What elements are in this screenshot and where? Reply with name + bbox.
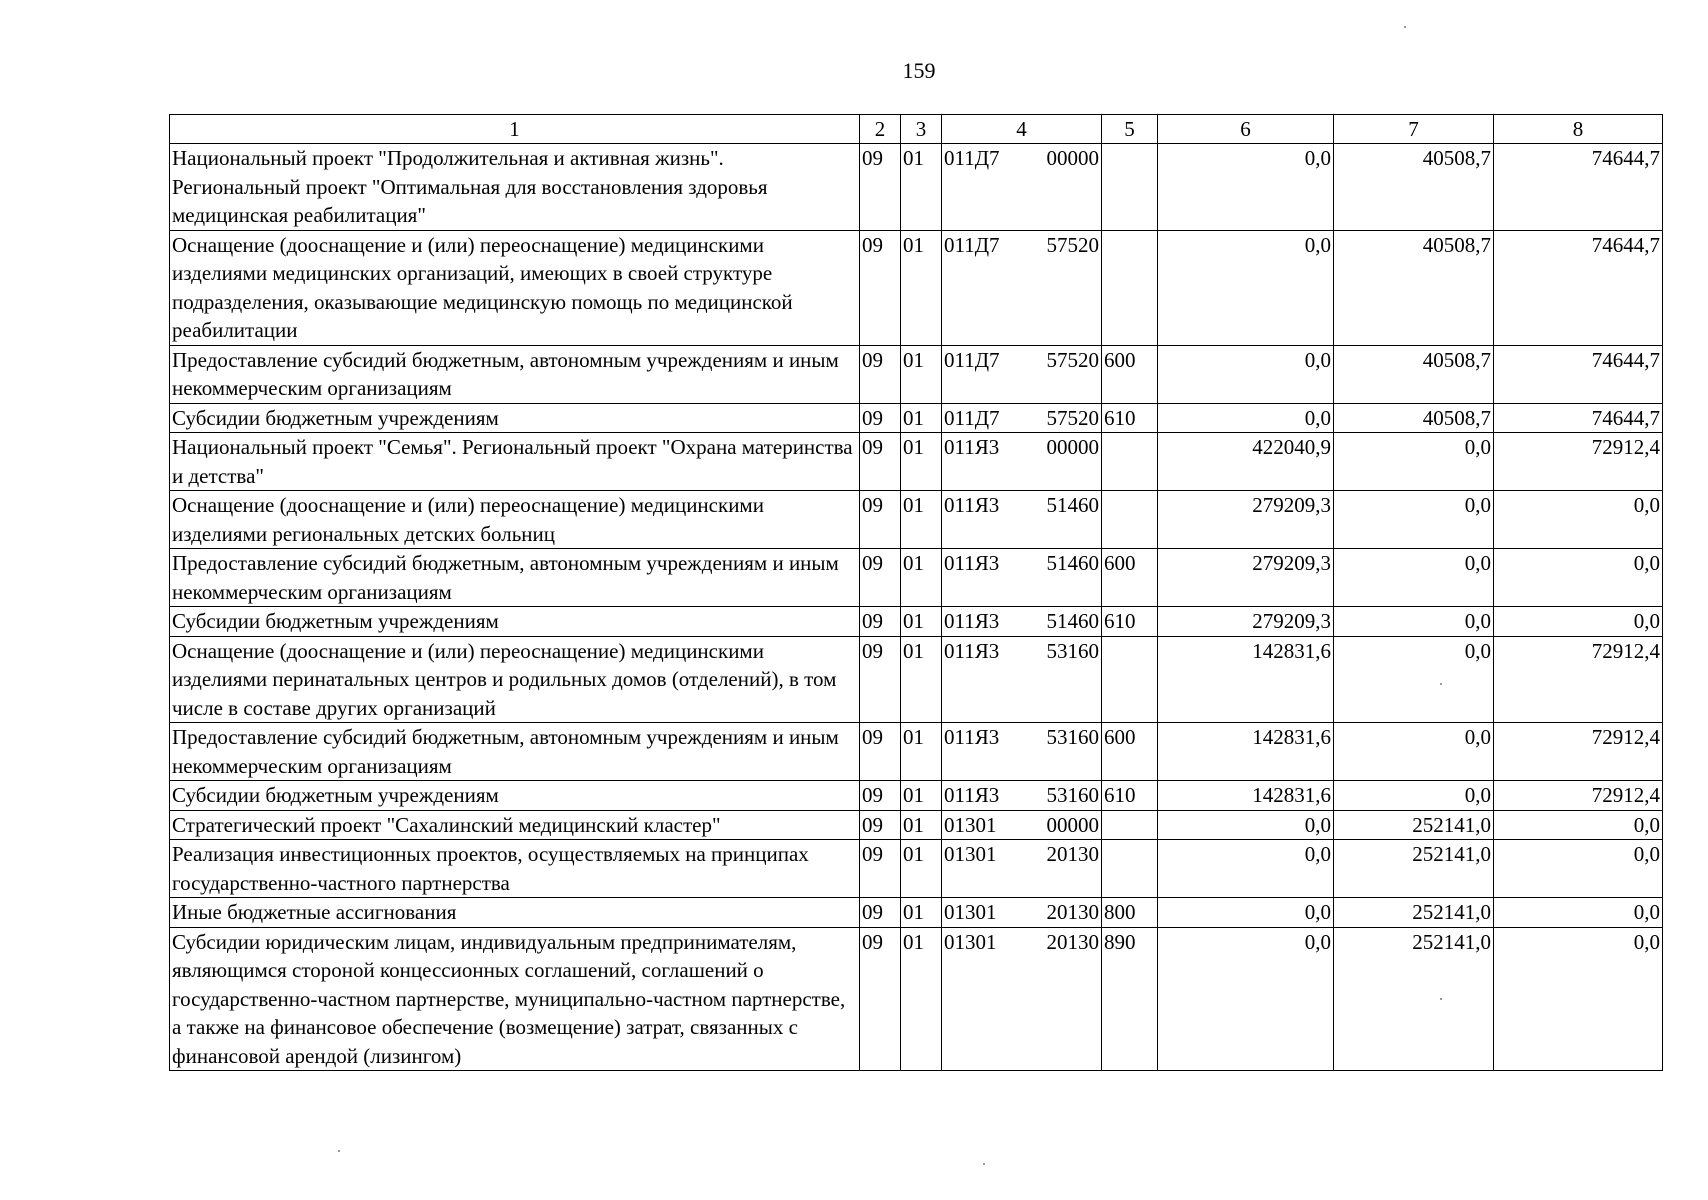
amount-col-6: 0,0 <box>1158 403 1334 433</box>
table-row <box>170 840 1663 898</box>
table-row <box>170 433 1663 491</box>
column-header: 1 <box>170 115 860 144</box>
subsection-code: 01 <box>901 230 942 345</box>
subsection-code: 01 <box>901 781 942 811</box>
section-code: 09 <box>860 636 901 723</box>
amount-col-7: 252141,0 <box>1334 810 1494 840</box>
amount-col-7: 0,0 <box>1334 636 1494 723</box>
direction-code: 57520 <box>1046 232 1099 257</box>
table-row <box>170 549 1663 607</box>
amount-col-8: 0,0 <box>1494 898 1663 928</box>
section-code: 09 <box>860 144 901 231</box>
target-article-code <box>942 230 1102 345</box>
table-header-row <box>170 115 1663 144</box>
row-name: Предоставление субсидий бюджетным, автономным учреждениям и иным некоммерческим организациям <box>170 549 860 607</box>
expense-type-code <box>1102 491 1158 549</box>
row-name: Субсидии бюджетным учреждениям <box>170 607 860 637</box>
row-name: Национальный проект "Продолжительная и активная жизнь". Региональный проект "Оптимальная для восстановления здоровья медицинская реабилитация" <box>170 144 860 231</box>
program-code: 011Я3 <box>944 551 1000 575</box>
target-article-code <box>942 549 1102 607</box>
subsection-code: 01 <box>901 723 942 781</box>
amount-col-6: 0,0 <box>1158 230 1334 345</box>
amount-col-6: 0,0 <box>1158 810 1334 840</box>
direction-code: 57520 <box>1046 405 1099 430</box>
amount-col-8: 74644,7 <box>1494 230 1663 345</box>
section-code: 09 <box>860 607 901 637</box>
table-row <box>170 230 1663 345</box>
amount-col-6: 0,0 <box>1158 840 1334 898</box>
expense-type-code: 610 <box>1102 607 1158 637</box>
table-row <box>170 636 1663 723</box>
target-article-code <box>942 927 1102 1071</box>
target-article-code <box>942 898 1102 928</box>
target-article-code <box>942 491 1102 549</box>
section-code: 09 <box>860 723 901 781</box>
column-header: 7 <box>1334 115 1494 144</box>
program-code: 011Д7 <box>944 146 1000 170</box>
table-row <box>170 345 1663 403</box>
section-code: 09 <box>860 403 901 433</box>
subsection-code: 01 <box>901 144 942 231</box>
row-name: Иные бюджетные ассигнования <box>170 898 860 928</box>
direction-code: 20130 <box>1046 842 1099 866</box>
section-code: 09 <box>860 549 901 607</box>
program-code: 011Я3 <box>944 493 1000 517</box>
row-name: Предоставление субсидий бюджетным, автономным учреждениям и иным некоммерческим организациям <box>170 723 860 781</box>
subsection-code: 01 <box>901 403 942 433</box>
row-name: Субсидии юридическим лицам, индивидуальным предпринимателям, являющимся стороной концессионных соглашений, соглашений о государственно-частном партнерстве, муниципально-частном партнерстве, а также на финансовое обеспечение (возмещение) затрат, связанных с финансовой арендой (лизингом) <box>170 927 860 1071</box>
amount-col-7: 40508,7 <box>1334 403 1494 433</box>
section-code: 09 <box>860 491 901 549</box>
table-row <box>170 607 1663 637</box>
amount-col-7: 0,0 <box>1334 607 1494 637</box>
expense-type-code <box>1102 636 1158 723</box>
row-name: Субсидии бюджетным учреждениям <box>170 781 860 811</box>
amount-col-8: 72912,4 <box>1494 433 1663 491</box>
expense-type-code <box>1102 840 1158 898</box>
subsection-code: 01 <box>901 927 942 1071</box>
expense-type-code: 610 <box>1102 781 1158 811</box>
program-code: 011Я3 <box>944 725 1000 749</box>
target-article-code <box>942 840 1102 898</box>
amount-col-7: 40508,7 <box>1334 230 1494 345</box>
direction-code: 00000 <box>1046 146 1099 170</box>
expense-type-code: 600 <box>1102 345 1158 403</box>
target-article-code <box>942 403 1102 433</box>
direction-code: 00000 <box>1046 812 1099 837</box>
table-row <box>170 898 1663 928</box>
direction-code: 20130 <box>1046 929 1099 954</box>
expense-type-code <box>1102 810 1158 840</box>
amount-col-6: 279209,3 <box>1158 491 1334 549</box>
row-name: Оснащение (дооснащение и (или) переоснащение) медицинскими изделиями медицинских организаций, имеющих в своей структуре подразделения, оказывающие медицинскую помощь по медицинской реабилитации <box>170 230 860 345</box>
table-row <box>170 927 1663 1071</box>
section-code: 09 <box>860 433 901 491</box>
amount-col-8: 72912,4 <box>1494 781 1663 811</box>
amount-col-7: 40508,7 <box>1334 345 1494 403</box>
expense-type-code <box>1102 144 1158 231</box>
subsection-code: 01 <box>901 840 942 898</box>
subsection-code: 01 <box>901 345 942 403</box>
program-code: 011Я3 <box>944 435 1000 459</box>
expense-type-code <box>1102 230 1158 345</box>
program-code: 011Я3 <box>944 609 1000 633</box>
direction-code: 51460 <box>1046 609 1099 633</box>
table-row <box>170 781 1663 811</box>
direction-code: 57520 <box>1046 347 1099 372</box>
column-header: 5 <box>1102 115 1158 144</box>
table-row <box>170 810 1663 840</box>
row-name: Оснащение (дооснащение и (или) переоснащение) медицинскими изделиями региональных детских больниц <box>170 491 860 549</box>
scan-speck <box>983 1163 985 1165</box>
program-code: 01301 <box>944 812 997 837</box>
column-header: 4 <box>942 115 1102 144</box>
amount-col-8: 0,0 <box>1494 810 1663 840</box>
amount-col-6: 0,0 <box>1158 927 1334 1071</box>
direction-code: 51460 <box>1046 493 1099 517</box>
program-code: 011Я3 <box>944 638 1000 663</box>
expense-type-code: 800 <box>1102 898 1158 928</box>
section-code: 09 <box>860 840 901 898</box>
program-code: 01301 <box>944 842 997 866</box>
amount-col-8: 0,0 <box>1494 607 1663 637</box>
program-code: 01301 <box>944 900 997 924</box>
amount-col-7: 0,0 <box>1334 723 1494 781</box>
amount-col-6: 279209,3 <box>1158 549 1334 607</box>
subsection-code: 01 <box>901 607 942 637</box>
amount-col-6: 422040,9 <box>1158 433 1334 491</box>
expense-type-code <box>1102 433 1158 491</box>
table-row <box>170 144 1663 231</box>
amount-col-6: 0,0 <box>1158 898 1334 928</box>
table-row <box>170 491 1663 549</box>
scan-speck <box>338 1150 340 1152</box>
target-article-code <box>942 810 1102 840</box>
section-code: 09 <box>860 810 901 840</box>
direction-code: 53160 <box>1046 725 1099 749</box>
direction-code: 51460 <box>1046 551 1099 575</box>
table-body <box>170 144 1663 1071</box>
amount-col-6: 142831,6 <box>1158 636 1334 723</box>
amount-col-7: 252141,0 <box>1334 840 1494 898</box>
target-article-code <box>942 781 1102 811</box>
amount-col-7: 0,0 <box>1334 549 1494 607</box>
amount-col-8: 0,0 <box>1494 549 1663 607</box>
budget-table <box>169 114 1663 1071</box>
amount-col-8: 74644,7 <box>1494 144 1663 231</box>
scan-speck <box>1404 26 1406 28</box>
column-header: 8 <box>1494 115 1663 144</box>
program-code: 011Д7 <box>944 405 1000 430</box>
row-name: Субсидии бюджетным учреждениям <box>170 403 860 433</box>
amount-col-7: 252141,0 <box>1334 898 1494 928</box>
amount-col-8: 0,0 <box>1494 927 1663 1071</box>
amount-col-8: 0,0 <box>1494 840 1663 898</box>
table-row <box>170 403 1663 433</box>
section-code: 09 <box>860 230 901 345</box>
target-article-code <box>942 144 1102 231</box>
subsection-code: 01 <box>901 433 942 491</box>
target-article-code <box>942 433 1102 491</box>
target-article-code <box>942 636 1102 723</box>
row-name: Национальный проект "Семья". Региональный проект "Охрана материнства и детства" <box>170 433 860 491</box>
scan-speck <box>1440 683 1442 685</box>
target-article-code <box>942 723 1102 781</box>
target-article-code <box>942 607 1102 637</box>
page-number: 159 <box>902 58 936 83</box>
scan-speck <box>1440 998 1442 1000</box>
expense-type-code: 600 <box>1102 723 1158 781</box>
subsection-code: 01 <box>901 491 942 549</box>
amount-col-7: 0,0 <box>1334 781 1494 811</box>
direction-code: 53160 <box>1046 638 1099 663</box>
direction-code: 00000 <box>1046 435 1099 459</box>
subsection-code: 01 <box>901 898 942 928</box>
amount-col-8: 72912,4 <box>1494 723 1663 781</box>
column-header: 6 <box>1158 115 1334 144</box>
expense-type-code: 610 <box>1102 403 1158 433</box>
subsection-code: 01 <box>901 810 942 840</box>
row-name: Реализация инвестиционных проектов, осуществляемых на принципах государственно-частного партнерства <box>170 840 860 898</box>
program-code: 011Д7 <box>944 347 1000 372</box>
direction-code: 20130 <box>1046 900 1099 924</box>
section-code: 09 <box>860 927 901 1071</box>
amount-col-7: 0,0 <box>1334 433 1494 491</box>
row-name: Стратегический проект "Сахалинский медицинский кластер" <box>170 810 860 840</box>
section-code: 09 <box>860 898 901 928</box>
amount-col-8: 74644,7 <box>1494 345 1663 403</box>
program-code: 01301 <box>944 929 997 954</box>
section-code: 09 <box>860 781 901 811</box>
amount-col-6: 279209,3 <box>1158 607 1334 637</box>
expense-type-code: 890 <box>1102 927 1158 1071</box>
table-row <box>170 723 1663 781</box>
target-article-code <box>942 345 1102 403</box>
expense-type-code: 600 <box>1102 549 1158 607</box>
direction-code: 53160 <box>1046 783 1099 807</box>
amount-col-8: 72912,4 <box>1494 636 1663 723</box>
amount-col-6: 0,0 <box>1158 345 1334 403</box>
subsection-code: 01 <box>901 636 942 723</box>
amount-col-8: 0,0 <box>1494 491 1663 549</box>
amount-col-7: 252141,0 <box>1334 927 1494 1071</box>
row-name: Оснащение (дооснащение и (или) переоснащение) медицинскими изделиями перинатальных центров и родильных домов (отделений), в том числе в составе других организаций <box>170 636 860 723</box>
row-name: Предоставление субсидий бюджетным, автономным учреждениям и иным некоммерческим организациям <box>170 345 860 403</box>
amount-col-8: 74644,7 <box>1494 403 1663 433</box>
amount-col-6: 142831,6 <box>1158 723 1334 781</box>
column-header: 3 <box>901 115 942 144</box>
amount-col-6: 0,0 <box>1158 144 1334 231</box>
section-code: 09 <box>860 345 901 403</box>
program-code: 011Я3 <box>944 783 1000 807</box>
subsection-code: 01 <box>901 549 942 607</box>
amount-col-7: 0,0 <box>1334 491 1494 549</box>
program-code: 011Д7 <box>944 232 1000 257</box>
amount-col-6: 142831,6 <box>1158 781 1334 811</box>
column-header: 2 <box>860 115 901 144</box>
amount-col-7: 40508,7 <box>1334 144 1494 231</box>
